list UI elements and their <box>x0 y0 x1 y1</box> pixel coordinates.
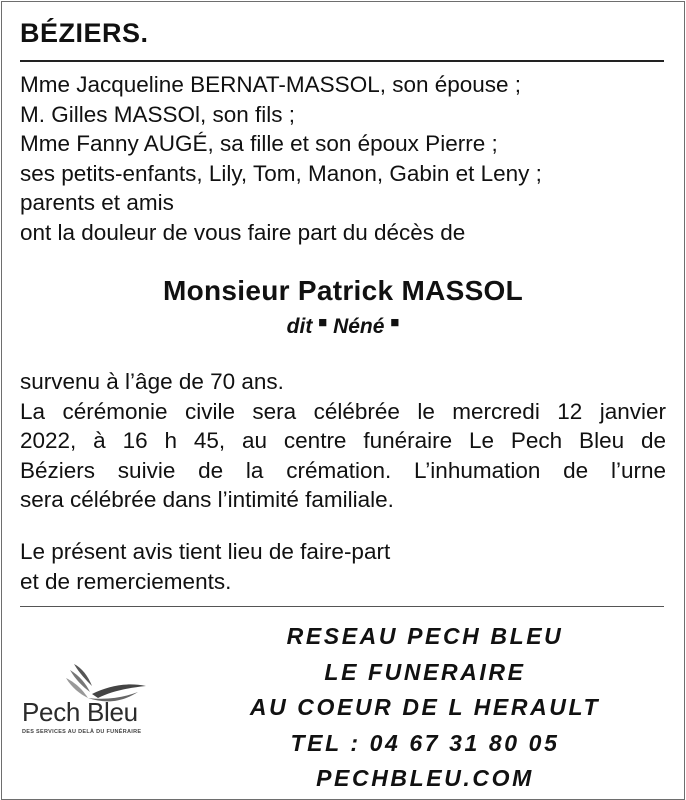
details-line: sera célébrée dans l’intimité familiale. <box>20 487 394 512</box>
nickname-value: Néné <box>333 315 385 338</box>
details-line: 2022, à 16 h 45, au centre funéraire Le Pech Bleu de <box>20 428 666 453</box>
funeral-network-info <box>218 619 632 797</box>
footer-divider <box>20 606 664 607</box>
closing-line: Le présent avis tient lieu de faire-part <box>20 539 391 564</box>
ceremony-details <box>20 367 666 515</box>
details-line: Béziers suivie de la crémation. L’inhumation de l’urne <box>20 457 666 483</box>
family-line: parents et amis <box>20 190 174 215</box>
close-quote-mark: ■ <box>390 314 400 331</box>
deceased-nickname <box>0 314 686 339</box>
family-list <box>20 70 666 247</box>
network-line: LE FUNERAIRE <box>324 658 526 685</box>
family-line: ses petits-enfants, Lily, Tom, Manon, Gabin et Leny ; <box>20 160 542 186</box>
announcement-line: ont la douleur de vous faire part du décès de <box>20 219 466 245</box>
closing-line: et de remerciements. <box>20 568 232 594</box>
details-line: survenu à l’âge de 70 ans. <box>20 369 284 394</box>
closing-note <box>20 537 666 596</box>
nickname-prefix: dit <box>286 315 313 338</box>
city-heading: BÉZIERS. <box>20 18 149 48</box>
details-line: La cérémonie civile sera célébrée le mercredi 12 janvier <box>20 398 666 424</box>
logo-tagline: DES SERVICES AU DELÀ DU FUNÉRAIRE <box>22 729 142 735</box>
family-line: Mme Fanny AUGÉ, sa fille et son époux Pierre ; <box>20 131 498 156</box>
open-quote-mark: ■ <box>318 314 328 331</box>
logo-wordmark: Pech Bleu <box>22 697 138 727</box>
network-line: RESEAU PECH BLEU <box>286 623 564 649</box>
website-line: PECHBLEU.COM <box>316 765 534 791</box>
family-line: Mme Jacqueline BERNAT-MASSOL, son épouse ; <box>20 72 522 97</box>
family-line: M. Gilles MASSOl, son fils ; <box>20 101 296 127</box>
network-line: AU COEUR DE L HERAULT <box>249 694 601 720</box>
phone-line: TEL : 04 67 31 80 05 <box>290 729 560 756</box>
header-divider <box>20 60 664 62</box>
deceased-name: Monsieur Patrick MASSOL <box>162 275 524 306</box>
